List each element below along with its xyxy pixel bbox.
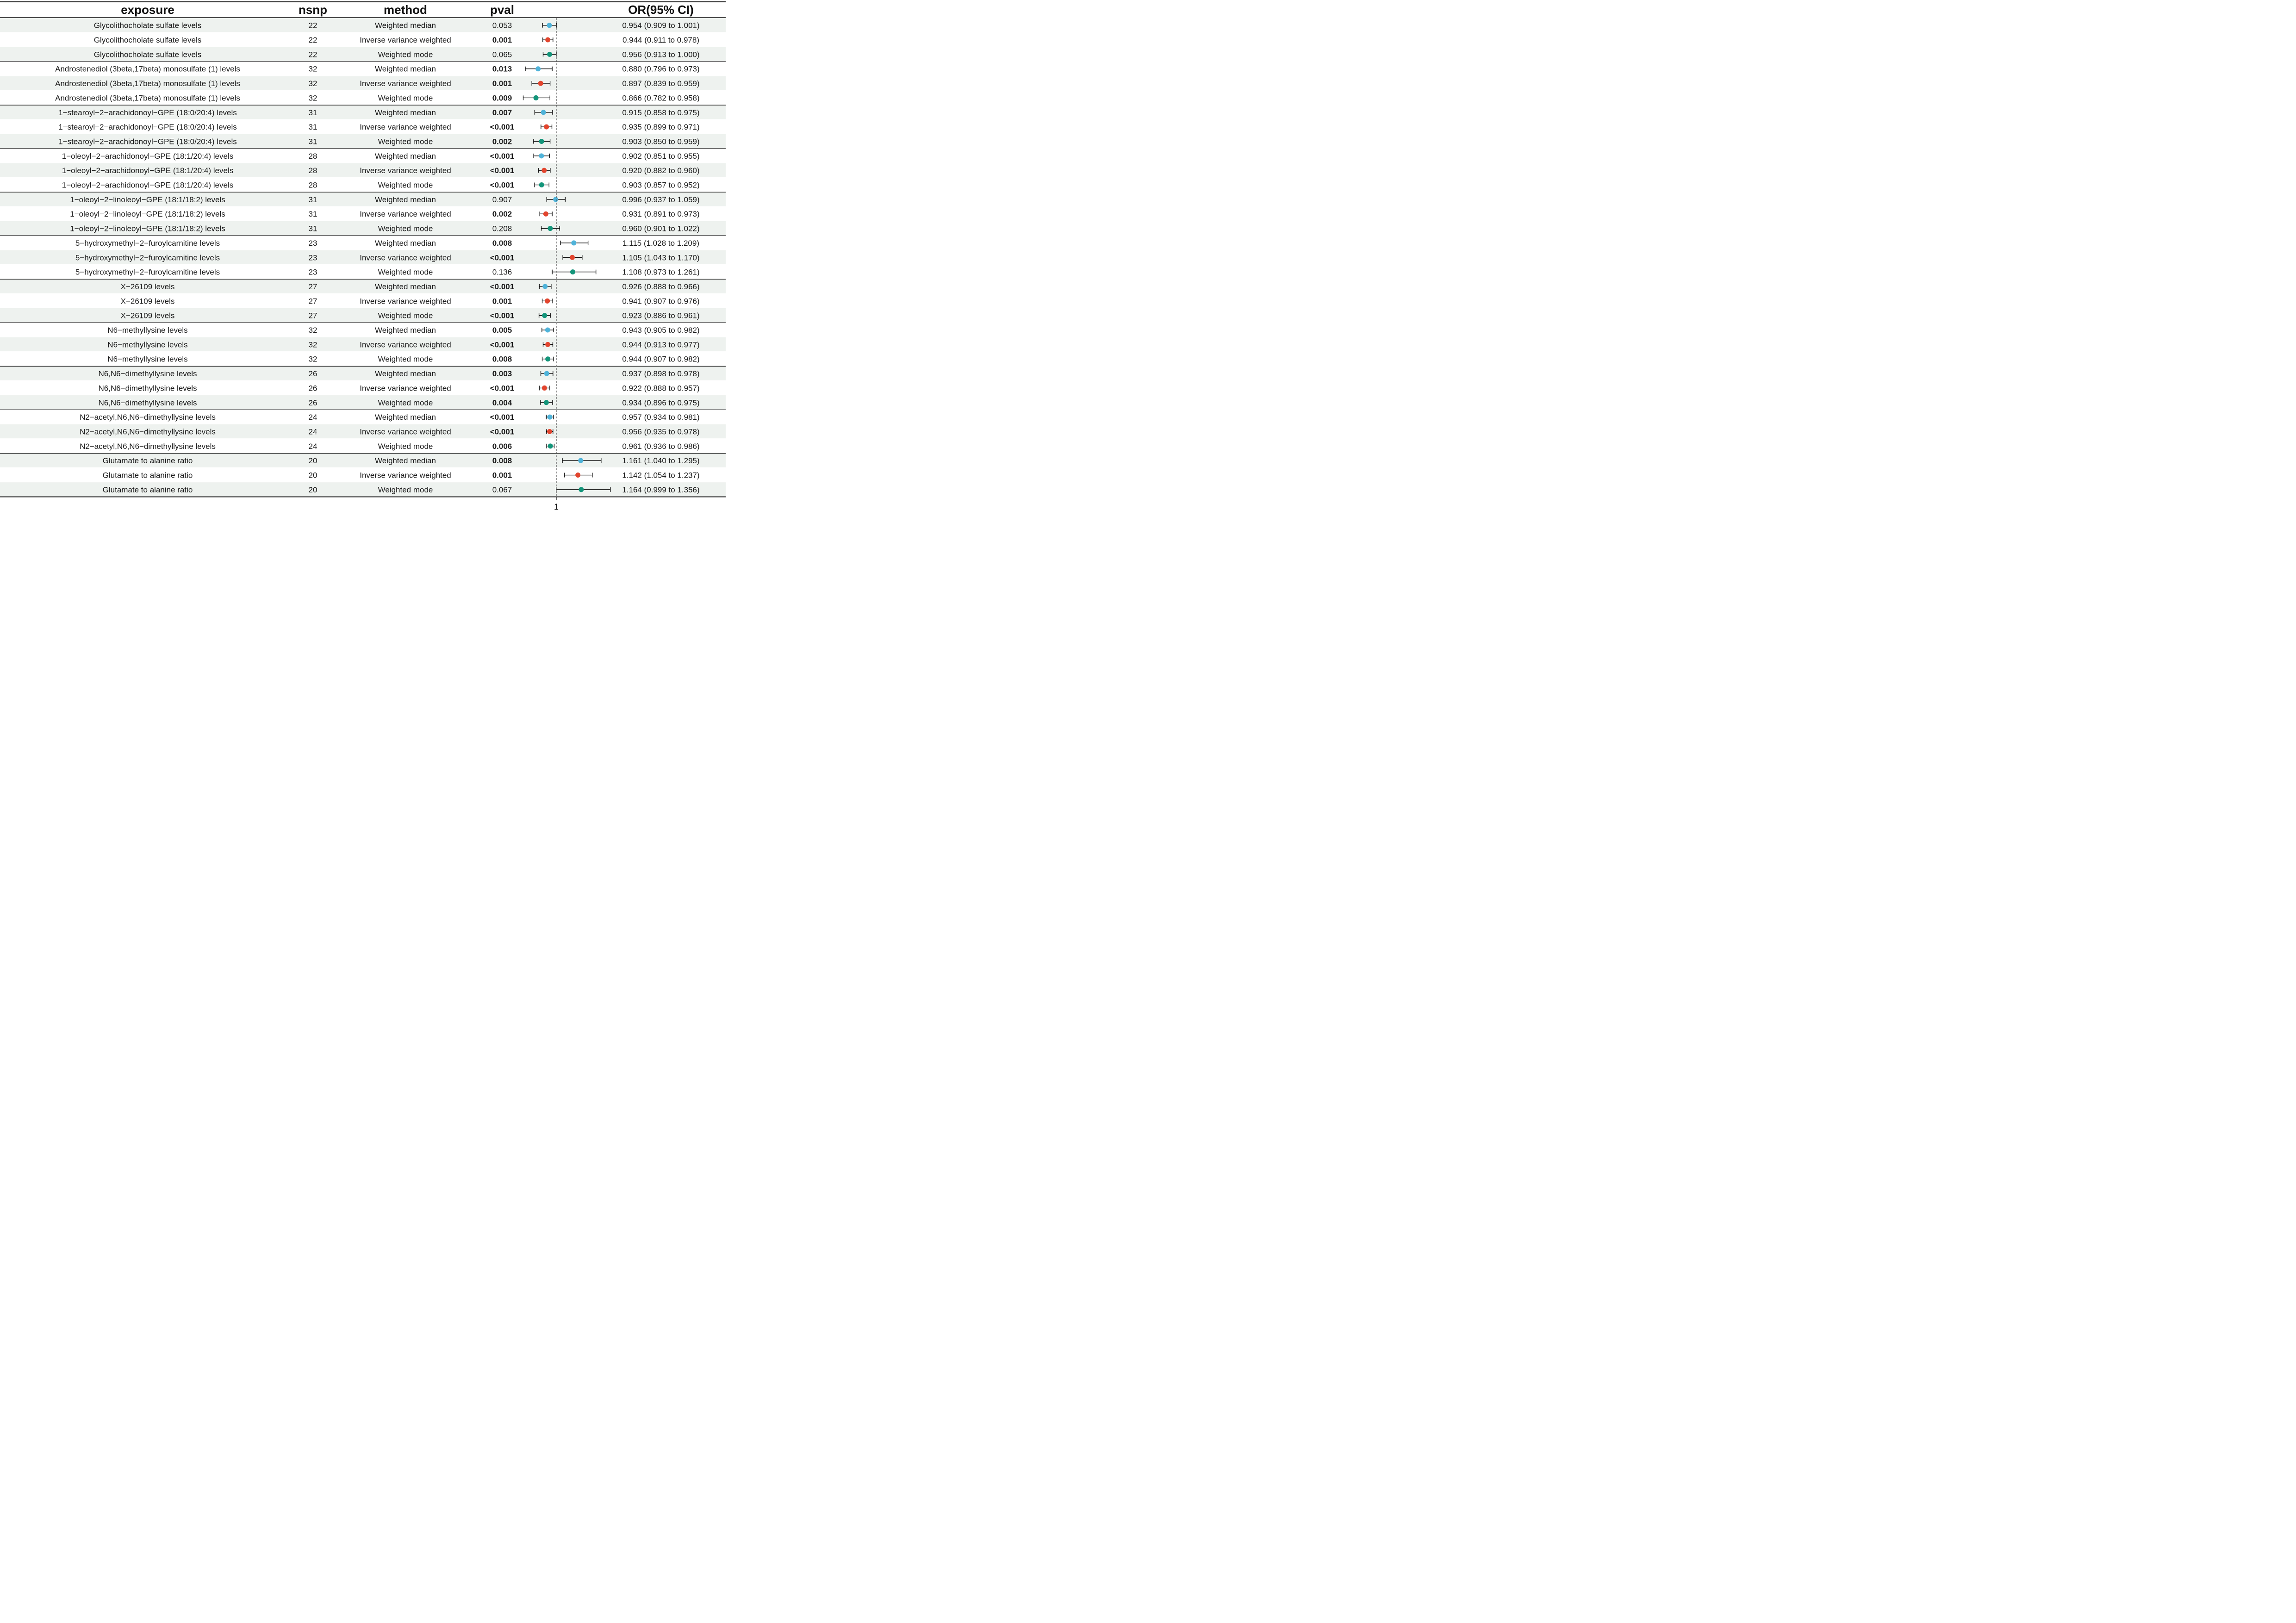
- table-row: [62, 181, 700, 190]
- nsnp-value: 31: [308, 123, 317, 132]
- or-ci-value: 1.161 (1.040 to 1.295): [622, 456, 700, 466]
- or-ci-value: 0.996 (0.937 to 1.059): [622, 195, 700, 204]
- nsnp-value: 32: [308, 354, 317, 364]
- nsnp-value: 22: [308, 36, 317, 45]
- method-label: Weighted median: [375, 456, 436, 466]
- or-point: [539, 182, 544, 187]
- method-label: Inverse variance weighted: [360, 210, 451, 219]
- table-row: [62, 152, 700, 161]
- nsnp-value: 31: [308, 224, 317, 233]
- or-point: [545, 298, 550, 304]
- exposure-label: 1−oleoyl−2−linoleoyl−GPE (18:1/18:2) levels: [70, 210, 225, 219]
- pval-value: 0.008: [492, 238, 512, 248]
- or-ci-value: 0.866 (0.782 to 0.958): [622, 93, 700, 103]
- exposure-label: Glutamate to alanine ratio: [102, 456, 193, 466]
- method-label: Inverse variance weighted: [360, 123, 451, 132]
- pval-value: 0.003: [492, 369, 512, 379]
- or-point: [570, 269, 575, 274]
- nsnp-value: 31: [308, 137, 317, 146]
- exposure-label: X−26109 levels: [120, 282, 175, 291]
- or-point: [545, 37, 550, 43]
- or-point: [535, 66, 541, 71]
- pval-value: 0.053: [492, 21, 512, 30]
- method-label: Weighted mode: [378, 93, 433, 103]
- or-point: [542, 386, 547, 391]
- or-ci-value: 0.960 (0.901 to 1.022): [622, 224, 700, 233]
- or-ci-value: 0.897 (0.839 to 0.959): [622, 79, 700, 88]
- pval-value: <0.001: [490, 282, 515, 291]
- method-label: Weighted median: [375, 326, 436, 335]
- nsnp-value: 32: [308, 326, 317, 335]
- table-row: [80, 413, 700, 422]
- pval-value: 0.002: [492, 137, 512, 146]
- exposure-label: N6,N6−dimethyllysine levels: [98, 398, 197, 407]
- or-point: [547, 52, 552, 57]
- or-ci-value: 0.880 (0.796 to 0.973): [622, 64, 700, 74]
- or-point: [579, 487, 584, 492]
- or-point: [578, 458, 583, 463]
- exposure-label: 1−oleoyl−2−arachidonoyl−GPE (18:1/20:4) levels: [62, 180, 234, 190]
- nsnp-value: 23: [308, 267, 317, 277]
- nsnp-value: 32: [308, 340, 317, 349]
- table-row: [107, 326, 699, 335]
- or-point: [542, 313, 547, 318]
- or-ci-value: 0.902 (0.851 to 0.955): [622, 151, 700, 161]
- pval-value: 0.208: [492, 224, 512, 233]
- exposure-label: 1−oleoyl−2−arachidonoyl−GPE (18:1/20:4) levels: [62, 151, 234, 161]
- or-point: [539, 139, 544, 144]
- exposure-label: Glutamate to alanine ratio: [102, 485, 193, 494]
- or-ci-value: 0.915 (0.858 to 0.975): [622, 108, 700, 117]
- pval-value: 0.008: [492, 456, 512, 466]
- method-label: Weighted median: [375, 282, 436, 291]
- pval-value: <0.001: [490, 123, 515, 132]
- pval-value: 0.001: [492, 297, 512, 306]
- table-row: [107, 355, 699, 364]
- table-row: [103, 471, 700, 480]
- method-label: Weighted mode: [378, 137, 433, 146]
- exposure-label: 1−oleoyl−2−linoleoyl−GPE (18:1/18:2) levels: [70, 224, 225, 233]
- exposure-label: 1−oleoyl−2−arachidonoyl−GPE (18:1/20:4) levels: [62, 166, 234, 175]
- exposure-label: N6,N6−dimethyllysine levels: [98, 369, 197, 379]
- method-label: Inverse variance weighted: [360, 384, 451, 393]
- table-row: [75, 268, 700, 277]
- method-label: Inverse variance weighted: [360, 297, 451, 306]
- nsnp-value: 20: [308, 485, 317, 494]
- or-ci-value: 0.931 (0.891 to 0.973): [622, 210, 700, 219]
- nsnp-value: 20: [308, 471, 317, 480]
- exposure-label: Glycolithocholate sulfate levels: [93, 36, 202, 45]
- or-ci-value: 0.934 (0.896 to 0.975): [622, 398, 700, 407]
- exposure-label: N6,N6−dimethyllysine levels: [98, 384, 197, 393]
- or-point: [544, 371, 549, 376]
- pval-value: 0.907: [492, 195, 512, 204]
- or-ci-value: 0.922 (0.888 to 0.957): [622, 384, 700, 393]
- or-ci-value: 0.935 (0.899 to 0.971): [622, 123, 700, 132]
- or-point: [548, 443, 553, 448]
- exposure-label: Glycolithocholate sulfate levels: [93, 50, 202, 59]
- method-label: Inverse variance weighted: [360, 471, 451, 480]
- x-axis-tick-label: 1: [554, 502, 559, 512]
- exposure-label: Glycolithocholate sulfate levels: [93, 21, 202, 30]
- exposure-label: 1−oleoyl−2−linoleoyl−GPE (18:1/18:2) levels: [70, 195, 225, 204]
- method-label: Weighted mode: [378, 267, 433, 277]
- pval-value: 0.002: [492, 210, 512, 219]
- method-label: Weighted median: [375, 21, 436, 30]
- or-ci-value: 0.957 (0.934 to 0.981): [622, 413, 700, 422]
- or-ci-value: 0.920 (0.882 to 0.960): [622, 166, 700, 175]
- or-ci-value: 0.943 (0.905 to 0.982): [622, 326, 700, 335]
- pval-value: 0.009: [492, 93, 512, 103]
- method-label: Weighted median: [375, 238, 436, 248]
- or-point: [545, 356, 550, 361]
- pval-value: <0.001: [490, 427, 515, 436]
- exposure-label: 5−hydroxymethyl−2−furoylcarnitine levels: [75, 253, 220, 262]
- nsnp-value: 32: [308, 93, 317, 103]
- or-point: [547, 429, 552, 434]
- exposure-label: N6−methyllysine levels: [107, 326, 188, 335]
- exposure-label: Androstenediol (3beta,17beta) monosulfate (1) levels: [55, 64, 240, 74]
- method-label: Weighted mode: [378, 224, 433, 233]
- nsnp-value: 22: [308, 21, 317, 30]
- exposure-label: 1−stearoyl−2−arachidonoyl−GPE (18:0/20:4) levels: [58, 123, 237, 132]
- method-label: Inverse variance weighted: [360, 253, 451, 262]
- or-ci-value: 1.115 (1.028 to 1.209): [622, 238, 700, 248]
- method-label: Weighted median: [375, 64, 436, 74]
- or-ci-value: 0.903 (0.850 to 0.959): [622, 137, 700, 146]
- method-label: Weighted mode: [378, 180, 433, 190]
- method-label: Weighted mode: [378, 398, 433, 407]
- or-point: [539, 153, 544, 158]
- pval-value: 0.001: [492, 36, 512, 45]
- table-row: [75, 239, 699, 248]
- or-ci-value: 0.903 (0.857 to 0.952): [622, 180, 700, 190]
- header-nsnp: nsnp: [298, 3, 328, 17]
- or-ci-value: 0.954 (0.909 to 1.001): [622, 21, 700, 30]
- exposure-label: 1−stearoyl−2−arachidonoyl−GPE (18:0/20:4) levels: [58, 108, 237, 117]
- pval-value: 0.001: [492, 79, 512, 88]
- pval-value: 0.006: [492, 442, 512, 451]
- exposure-label: Androstenediol (3beta,17beta) monosulfate (1) levels: [55, 93, 240, 103]
- pval-value: <0.001: [490, 384, 515, 393]
- or-ci-value: 1.164 (0.999 to 1.356): [622, 485, 700, 494]
- method-label: Inverse variance weighted: [360, 340, 451, 349]
- table-row: [94, 36, 699, 44]
- or-ci-value: 0.956 (0.935 to 0.978): [622, 427, 700, 436]
- nsnp-value: 28: [308, 151, 317, 161]
- or-point: [541, 168, 547, 173]
- table-row: [70, 210, 699, 218]
- nsnp-value: 31: [308, 195, 317, 204]
- pval-value: 0.136: [492, 267, 512, 277]
- or-ci-value: 0.926 (0.888 to 0.966): [622, 282, 700, 291]
- or-ci-value: 0.941 (0.907 to 0.976): [622, 297, 700, 306]
- table-row: [55, 65, 700, 74]
- method-label: Weighted median: [375, 369, 436, 379]
- method-label: Inverse variance weighted: [360, 36, 451, 45]
- pval-value: 0.007: [492, 108, 512, 117]
- nsnp-value: 28: [308, 166, 317, 175]
- nsnp-value: 24: [308, 427, 317, 436]
- or-point: [548, 226, 553, 231]
- method-label: Weighted median: [375, 151, 436, 161]
- pval-value: 0.013: [492, 64, 512, 74]
- pval-value: <0.001: [490, 151, 515, 161]
- exposure-label: 1−stearoyl−2−arachidonoyl−GPE (18:0/20:4) levels: [58, 137, 237, 146]
- nsnp-value: 23: [308, 238, 317, 248]
- or-point: [571, 240, 576, 245]
- pval-value: 0.008: [492, 354, 512, 364]
- nsnp-value: 31: [308, 108, 317, 117]
- pval-value: <0.001: [490, 166, 515, 175]
- or-point: [538, 81, 543, 86]
- exposure-label: X−26109 levels: [120, 311, 175, 320]
- pval-value: <0.001: [490, 311, 515, 320]
- exposure-label: 5−hydroxymethyl−2−furoylcarnitine levels: [75, 267, 220, 277]
- method-label: Weighted median: [375, 413, 436, 422]
- nsnp-value: 32: [308, 64, 317, 74]
- pval-value: <0.001: [490, 340, 515, 349]
- or-ci-value: 1.142 (1.054 to 1.237): [622, 471, 700, 480]
- nsnp-value: 23: [308, 253, 317, 262]
- exposure-label: N2−acetyl,N6,N6−dimethyllysine levels: [80, 442, 216, 451]
- or-ci-value: 0.923 (0.886 to 0.961): [622, 311, 700, 320]
- table-row: [121, 297, 700, 305]
- pval-value: 0.004: [492, 398, 512, 407]
- nsnp-value: 20: [308, 456, 317, 466]
- exposure-label: N2−acetyl,N6,N6−dimethyllysine levels: [80, 413, 216, 422]
- or-ci-value: 0.944 (0.907 to 0.982): [622, 354, 700, 364]
- method-label: Weighted median: [375, 108, 436, 117]
- nsnp-value: 24: [308, 413, 317, 422]
- exposure-label: N2−acetyl,N6,N6−dimethyllysine levels: [80, 427, 216, 436]
- or-point: [543, 211, 548, 217]
- or-ci-value: 1.108 (0.973 to 1.261): [622, 267, 700, 277]
- table-row: [80, 442, 700, 451]
- or-point: [544, 400, 549, 405]
- or-point: [553, 197, 558, 202]
- header-method: method: [384, 3, 427, 17]
- or-point: [570, 255, 575, 260]
- exposure-label: 5−hydroxymethyl−2−furoylcarnitine levels: [75, 238, 220, 248]
- or-ci-value: 0.944 (0.913 to 0.977): [622, 340, 700, 349]
- nsnp-value: 26: [308, 398, 317, 407]
- table-row: [98, 384, 699, 392]
- nsnp-value: 27: [308, 297, 317, 306]
- pval-value: 0.005: [492, 326, 512, 335]
- row-band: [0, 308, 726, 322]
- nsnp-value: 27: [308, 311, 317, 320]
- or-ci-value: 1.105 (1.043 to 1.170): [622, 253, 700, 262]
- nsnp-value: 26: [308, 384, 317, 393]
- nsnp-value: 27: [308, 282, 317, 291]
- pval-value: <0.001: [490, 413, 515, 422]
- method-label: Inverse variance weighted: [360, 79, 451, 88]
- nsnp-value: 26: [308, 369, 317, 379]
- method-label: Weighted mode: [378, 485, 433, 494]
- exposure-label: Androstenediol (3beta,17beta) monosulfate (1) levels: [55, 79, 240, 88]
- or-ci-value: 0.961 (0.936 to 0.986): [622, 442, 700, 451]
- or-point: [545, 342, 550, 347]
- or-point: [544, 124, 549, 130]
- exposure-label: N6−methyllysine levels: [107, 340, 188, 349]
- header-or-ci: OR(95% CI): [628, 3, 694, 17]
- method-label: Weighted mode: [378, 50, 433, 59]
- or-ci-value: 0.937 (0.898 to 0.978): [622, 369, 700, 379]
- method-label: Weighted mode: [378, 354, 433, 364]
- or-ci-value: 0.956 (0.913 to 1.000): [622, 50, 700, 59]
- nsnp-value: 31: [308, 210, 317, 219]
- or-point: [541, 110, 546, 115]
- or-ci-value: 0.944 (0.911 to 0.978): [622, 36, 700, 45]
- header-exposure: exposure: [121, 3, 174, 17]
- nsnp-value: 22: [308, 50, 317, 59]
- exposure-label: N6−methyllysine levels: [107, 354, 188, 364]
- method-label: Inverse variance weighted: [360, 427, 451, 436]
- pval-value: 0.001: [492, 471, 512, 480]
- table-row: [55, 93, 700, 102]
- exposure-label: X−26109 levels: [120, 297, 175, 306]
- or-point: [575, 473, 580, 478]
- or-point: [542, 284, 548, 289]
- table-row: [58, 123, 699, 131]
- nsnp-value: 28: [308, 180, 317, 190]
- or-point: [547, 23, 552, 28]
- nsnp-value: 32: [308, 79, 317, 88]
- pval-value: <0.001: [490, 253, 515, 262]
- method-label: Weighted median: [375, 195, 436, 204]
- pval-value: <0.001: [490, 180, 515, 190]
- exposure-label: Glutamate to alanine ratio: [102, 471, 193, 480]
- row-band: [0, 279, 726, 293]
- or-point: [547, 415, 552, 420]
- method-label: Weighted mode: [378, 311, 433, 320]
- or-point: [534, 95, 539, 100]
- method-label: Inverse variance weighted: [360, 166, 451, 175]
- header-pval: pval: [490, 3, 515, 17]
- nsnp-value: 24: [308, 442, 317, 451]
- forest-plot: [0, 0, 726, 513]
- pval-value: 0.067: [492, 485, 512, 494]
- method-label: Weighted mode: [378, 442, 433, 451]
- or-point: [545, 328, 550, 333]
- pval-value: 0.065: [492, 50, 512, 59]
